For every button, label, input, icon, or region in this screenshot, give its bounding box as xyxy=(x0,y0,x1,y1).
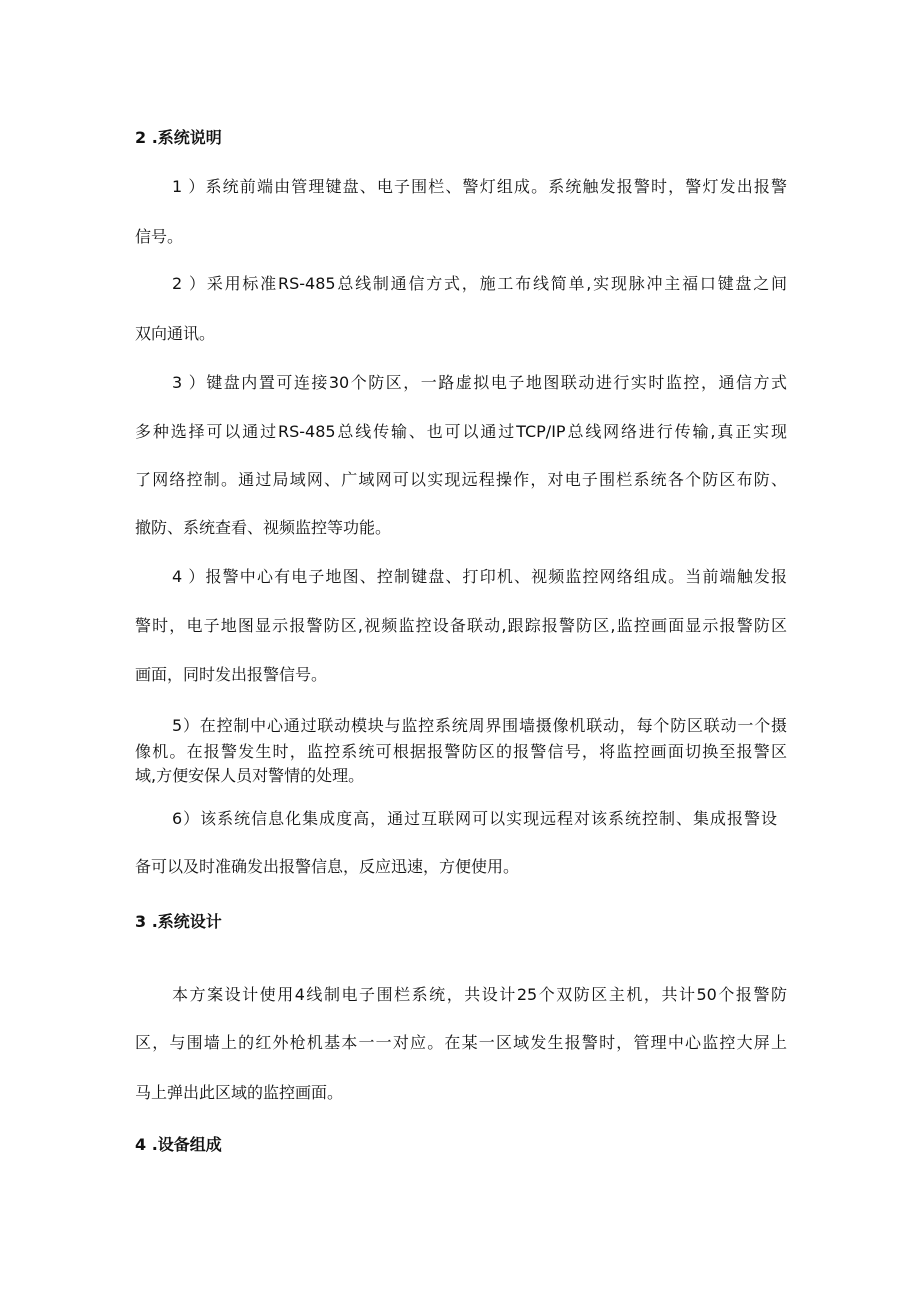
item-5-line-1: 5）在控制中心通过联动模块与监控系统周界围墙摄像机联动，每个防区联动一个摄 xyxy=(172,716,787,735)
section-3-line-1: 本方案设计使用4线制电子围栏系统，共设计25个双防区主机，共计50个报警防 xyxy=(172,985,787,1004)
section-3-heading: 3 .系统设计 xyxy=(135,912,222,931)
item-3-line-3: 了网络控制。通过局域网、广域网可以实现远程操作，对电子围栏系统各个防区布防、 xyxy=(135,470,787,489)
section-3-line-3: 马上弹出此区域的监控画面。 xyxy=(135,1083,344,1102)
section-3-line-2: 区，与围墙上的红外枪机基本一一对应。在某一区域发生报警时，管理中心监控大屏上 xyxy=(135,1033,787,1052)
item-5-line-2: 像机。在报警发生时，监控系统可根据报警防区的报警信号，将监控画面切换至报警区 xyxy=(135,742,787,761)
item-1-line-1: 1 ）系统前端由管理键盘、电子围栏、警灯组成。系统触发报警时，警灯发出报警 xyxy=(172,177,787,196)
section-4-heading: 4 .设备组成 xyxy=(135,1135,222,1154)
item-2-line-1: 2 ）采用标准RS-485总线制通信方式，施工布线简单,实现脉冲主福口键盘之间 xyxy=(172,274,787,293)
item-3-line-1: 3 ）键盘内置可连接30个防区，一路虚拟电子地图联动进行实时监控，通信方式 xyxy=(172,373,787,392)
item-4-line-2: 警时，电子地图显示报警防区,视频监控设备联动,跟踪报警防区,监控画面显示报警防区 xyxy=(135,616,787,635)
item-5-line-3: 域,方便安保人员对警情的处理。 xyxy=(135,766,365,785)
item-6-line-2: 备可以及时准确发出报警信息，反应迅速，方便使用。 xyxy=(135,857,520,876)
item-4-line-1: 4 ）报警中心有电子地图、控制键盘、打印机、视频监控网络组成。当前端触发报 xyxy=(172,567,787,586)
item-2-line-2: 双向通讯。 xyxy=(135,324,216,343)
item-6-line-1: 6）该系统信息化集成度高，通过互联网可以实现远程对该系统控制、集成报警设 xyxy=(172,809,777,828)
item-3-line-2: 多种选择可以通过RS-485总线传输、也可以通过TCP/IP总线网络进行传输,真正实现 xyxy=(135,422,787,441)
item-4-line-3: 画面，同时发出报警信号。 xyxy=(135,665,328,684)
item-1-line-2: 信号。 xyxy=(135,227,184,246)
item-3-line-4: 撤防、系统查看、视频监控等功能。 xyxy=(135,518,392,537)
section-2-heading: 2 .系统说明 xyxy=(135,128,222,147)
